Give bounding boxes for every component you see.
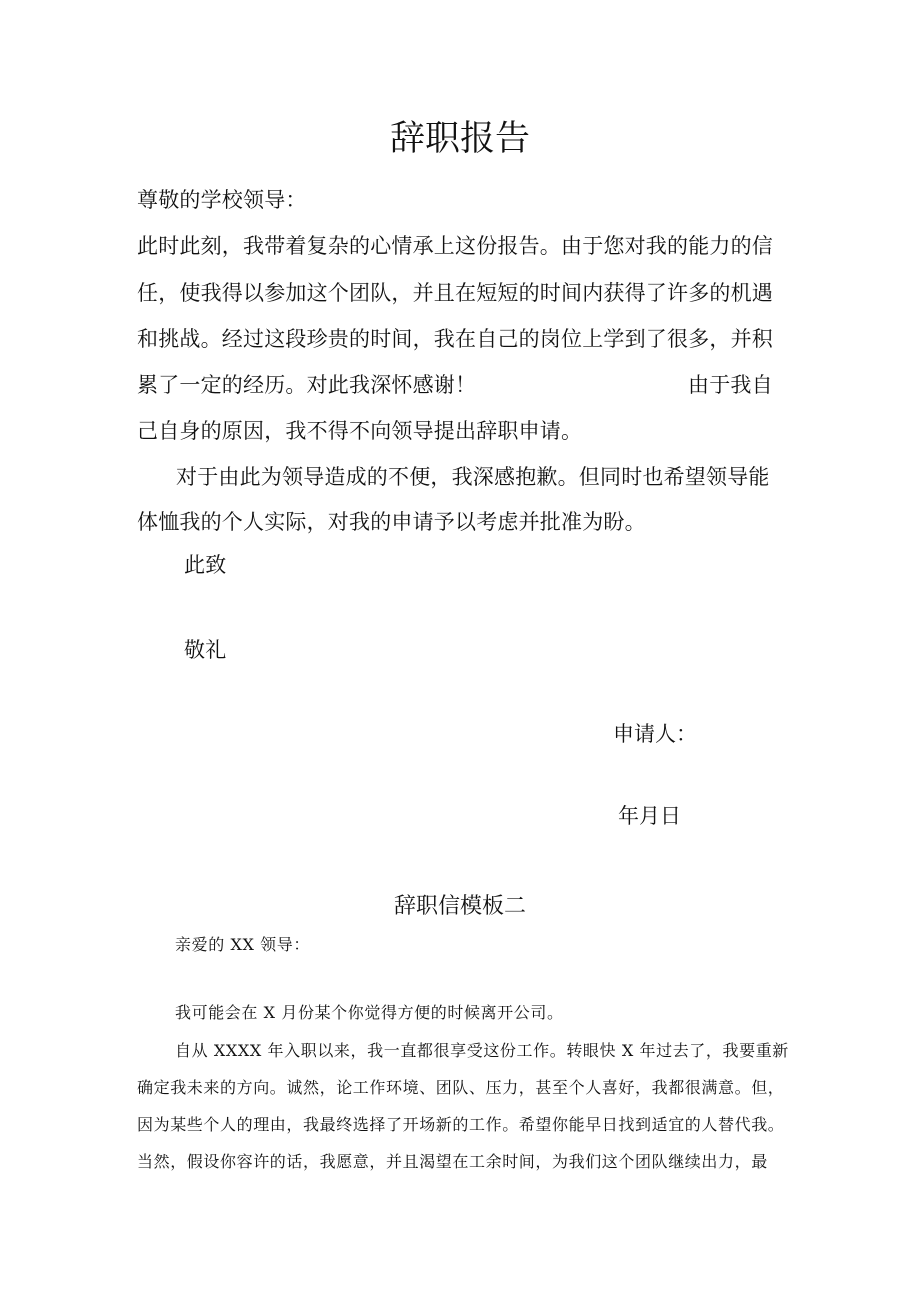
paragraph-line: 对于由此为领导造成的不便，我深感抱歉。但同时也希望领导能 <box>176 465 770 489</box>
closing-regards: 敬礼 <box>184 638 227 662</box>
paragraph-line: 确定我未来的方向。诚然，论工作环境、团队、压力，甚至个人喜好，我都很满意。但， <box>137 1078 785 1097</box>
paragraph-line: 自从 XXXX 年入职以来，我一直都很享受这份工作。转眼快 X 年过去了，我要重新 <box>175 1041 789 1060</box>
paragraph-line: 任，使我得以参加这个团队，并且在短短的时间内获得了许多的机遇 <box>137 281 773 305</box>
paragraph-line: 我可能会在 X 月份某个你觉得方便的时候离开公司。 <box>175 1003 564 1022</box>
paragraph-line: 当然，假设你容许的话，我愿意，并且渴望在工余时间，为我们这个团队继续出力，最 <box>137 1152 768 1171</box>
paragraph-line: 体恤我的个人实际，对我的申请予以考虑并批准为盼。 <box>137 510 646 534</box>
salutation: 亲爱的 XX 领导： <box>175 935 310 954</box>
paragraph-line: 己自身的原因，我不得不向领导提出辞职申请。 <box>137 419 583 443</box>
page-title: 辞职报告 <box>389 119 530 159</box>
salutation: 尊敬的学校领导： <box>137 188 307 212</box>
section-title: 辞职信模板二 <box>393 894 526 919</box>
date-label: 年月日 <box>618 804 681 828</box>
paragraph-line: 此时此刻，我带着复杂的心情承上这份报告。由于您对我的能力的信 <box>137 234 773 258</box>
paragraph-line-fragment: 由于我自 <box>688 373 773 397</box>
paragraph-line: 和挑战。经过这段珍贵的时间，我在自己的岗位上学到了很多，并积 <box>137 327 773 351</box>
paragraph-line: 因为某些个人的理由，我最终选择了开场新的工作。希望你能早日找到适宜的人替代我。 <box>137 1115 785 1134</box>
applicant-label: 申请人： <box>613 722 697 746</box>
closing-line: 此致 <box>184 553 227 577</box>
paragraph-line: 累了一定的经历。对此我深怀感谢！ <box>137 373 477 397</box>
